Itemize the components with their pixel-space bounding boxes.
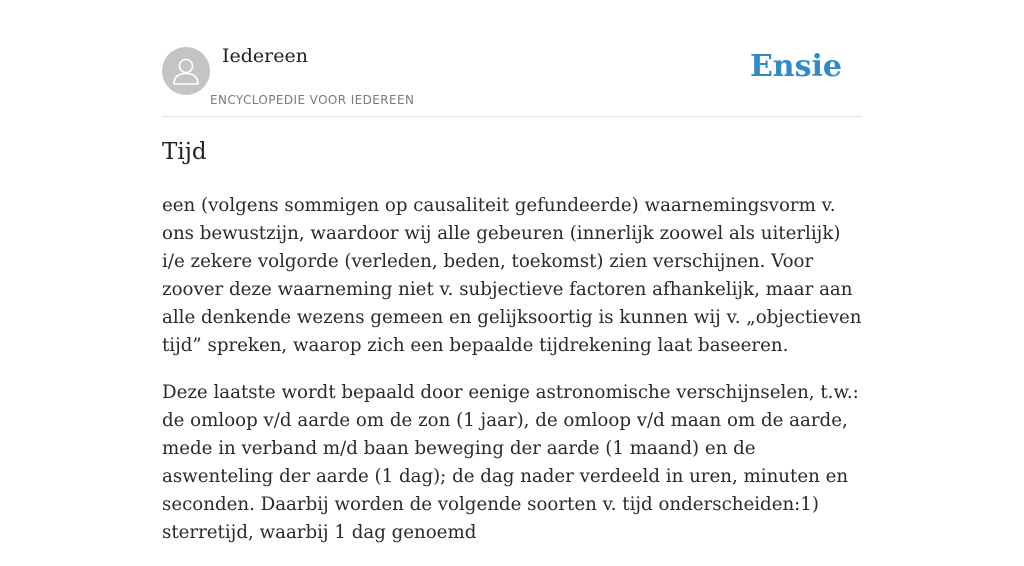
article-paragraph: Deze laatste wordt bepaald door eenige astronomische verschijnselen, t.w.: de omloop v/d aarde om de zon (1 jaar), de omloop v/d maan om de aarde, mede in verband m/d baan beweging der aarde (1 maand) en de aswenteling der aarde (1 dag); de dag nader verdeeld in uren, minuten en seconden. Daarbij worden de volgende soorten v. tijd onderscheiden:1) sterretijd, waarbij 1 dag genoemd xyxy=(162,382,859,543)
ensie-logo[interactable]: Ensie xyxy=(749,49,842,84)
page-title: Tijd xyxy=(162,139,207,165)
site-subtitle: ENCYCLOPEDIE VOOR IEDEREEN xyxy=(210,93,415,107)
article-paragraph: een (volgens sommigen op causaliteit gefundeerde) waarnemingsvorm v. ons bewustzijn, waardoor wij alle gebeuren (innerlijk zoowel als uiterlijk) i/e zekere volgorde (verleden, beden, toekomst) zien verschijnen. Voor zoover deze waarneming niet v. subjectieve factoren afhankelijk, maar aan alle denkende wezens gemeen en gelijksoortig is kunnen wij v. „objectieven tijd” spreken, waarop zich een bepaalde tijdrekening laat baseeren. xyxy=(162,195,862,356)
author-name[interactable]: Iedereen xyxy=(222,45,308,67)
site-header xyxy=(162,0,862,117)
article-body xyxy=(162,192,862,566)
avatar[interactable] xyxy=(162,47,210,95)
user-silhouette-icon xyxy=(162,47,210,95)
